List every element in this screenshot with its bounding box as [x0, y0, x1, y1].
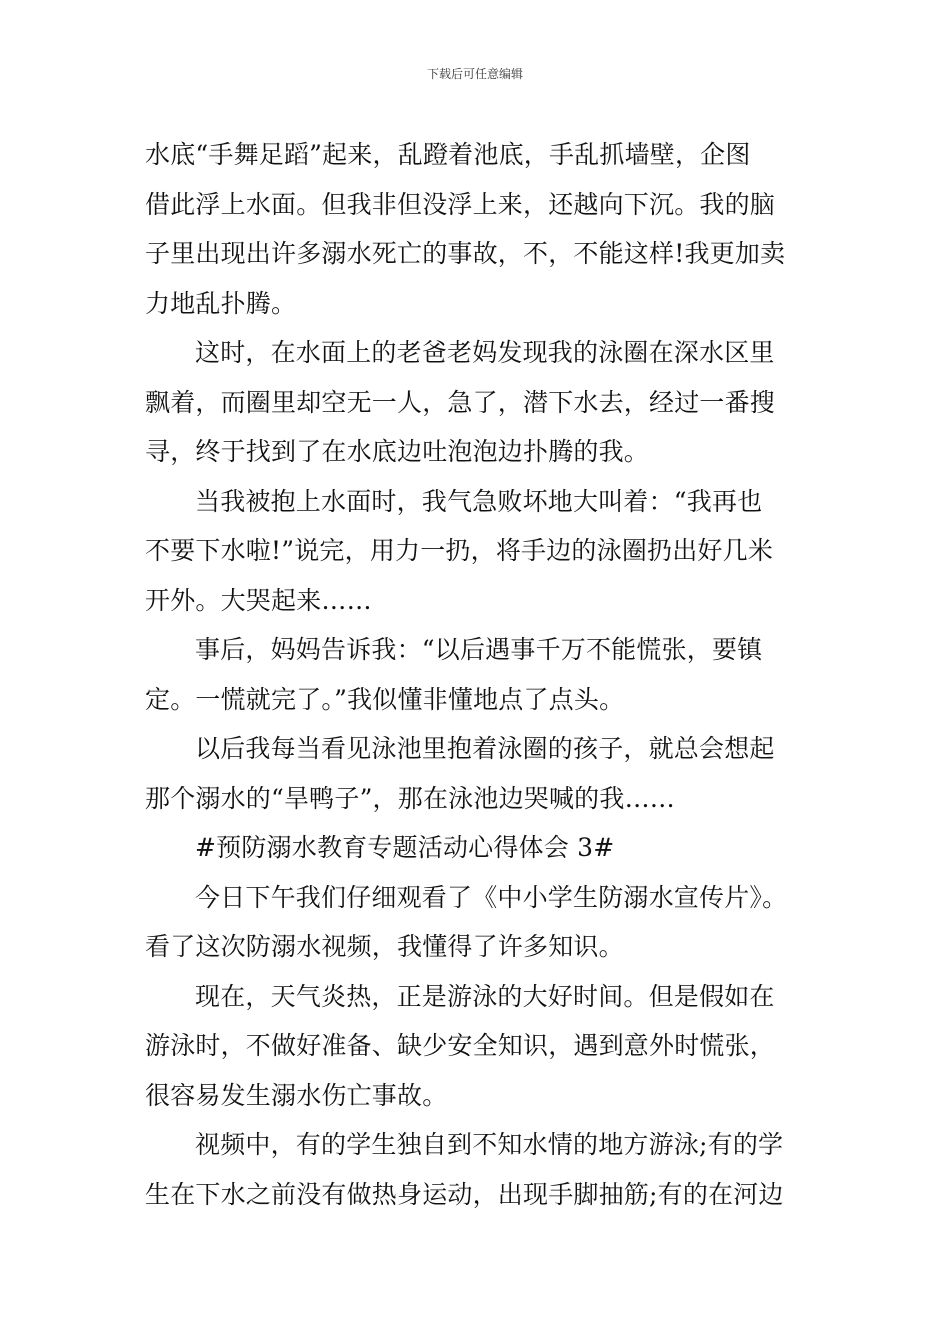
- text-line: 水底“手舞足蹈”起来，乱蹬着池底，手乱抓墙壁，企图: [145, 140, 751, 169]
- text-line: 以后我每当看见泳池里抱着泳圈的孩子，就总会想起: [195, 734, 775, 763]
- document-body: [145, 130, 817, 1219]
- text-line: 子里出现出许多溺水死亡的事故，不，不能这样!我更加卖: [145, 239, 786, 268]
- text-line: 这时，在水面上的老爸老妈发现我的泳圈在深水区里: [195, 338, 775, 367]
- text-line: 游泳时，不做好准备、缺少安全知识，遇到意外时慌张，: [145, 1031, 776, 1060]
- text-line: 那个溺水的“旱鸭子”，那在泳池边哭喊的我……: [145, 783, 675, 813]
- page-header: 下载后可任意编辑: [426, 67, 523, 81]
- text-line: 很容易发生溺水伤亡事故。: [145, 1080, 448, 1110]
- text-line: 生在下水之前没有做热身运动，出现手脚抽筋;有的在河边: [145, 1179, 784, 1209]
- text-line: 现在，天气炎热，正是游泳的大好时间。但是假如在: [195, 981, 775, 1011]
- text-line: 不要下水啦!”说完，用力一扔，将手边的泳圈扔出好几米: [145, 536, 774, 565]
- section-heading: #预防溺水教育专题活动心得体会 3#: [195, 833, 615, 862]
- text-line: 今日下午我们仔细观看了《中小学生防溺水宣传片》。: [195, 882, 788, 912]
- text-line: 定。一慌就完了。”我似懂非懂地点了点头。: [145, 684, 625, 714]
- text-line: 飘着，而圈里却空无一人，急了，潜下水去，经过一番搜: [145, 387, 776, 417]
- text-line: 寻，终于找到了在水底边吐泡泡边扑腾的我。: [145, 437, 650, 466]
- text-line: 视频中，有的学生独自到不知水情的地方游泳;有的学: [195, 1130, 784, 1159]
- text-line: 当我被抱上水面时，我气急败坏地大叫着：“我再也: [195, 486, 763, 516]
- text-line: 借此浮上水面。但我非但没浮上来，还越向下沉。我的脑: [145, 189, 776, 219]
- text-line: 开外。大哭起来……: [145, 585, 372, 615]
- text-line: 力地乱扑腾。: [145, 288, 297, 318]
- text-line: 事后，妈妈告诉我：“以后遇事千万不能慌张，要镇: [195, 635, 763, 664]
- text-line: 看了这次防溺水视频，我懂得了许多知识。: [145, 932, 624, 961]
